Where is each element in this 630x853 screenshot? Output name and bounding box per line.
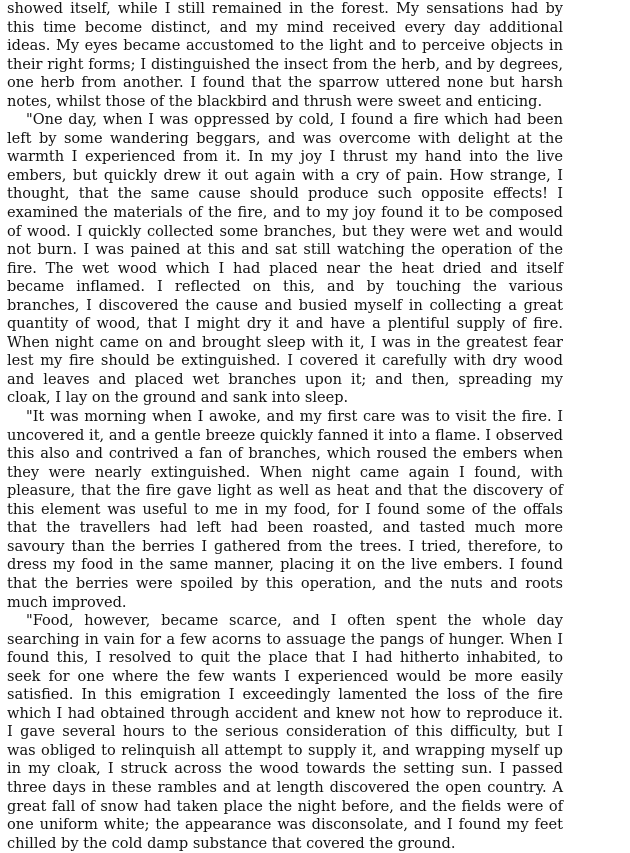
paragraph-2-fire-discovery: "One day, when I was oppressed by cold, I found a fire which had been left by some wandering beggars, and was overcome with delight at the warmth I experienced from it. In my joy I thrust my hand into the live embers, but quickly drew it out again with a cry of pain. How strange, I thought, that the same cause should produce such opposite effects! I examined the materials of the fire, and to my joy found it to be composed of wood. I quickly collected some branches, but they were wet and would not burn. I was pained at this and sat still watching the operation of the fire. The wet wood which I had placed near the heat dried and itself became inflamed. I reflected on this, and by touching the various branches, I discovered the cause and busied myself in collecting a great quantity of wood, that I might dry it and have a plentiful supply of fire. When night came on and brought sleep with it, I was in the greatest fear lest my fire should be extinguished. I covered it carefully with dry wood and leaves and placed wet branches upon it; and then, spreading my cloak, I lay on the ground and sank into sleep. [7, 111, 563, 407]
paragraph-1-continuation: showed itself, while I still remained in the forest. My sensations had by this time become distinct, and my mind received every day additional ideas. My eyes became accustomed to the light and to perceive objects in their right forms; I distinguished the insect from the herb, and by degrees, one herb from another. I found that the sparrow uttered none but harsh notes, whilst those of the blackbird and thrush were sweet and enticing. [7, 0, 563, 110]
paragraph-3-morning: "It was morning when I awoke, and my first care was to visit the fire. I uncovered it, and a gentle breeze quickly fanned it into a flame. I observed this also and contrived a fan of branches, which roused the embers when they were nearly extinguished. When night came again I found, with pleasure, that the fire gave light as well as heat and that the discovery of this element was useful to me in my food, for I found some of the offals that the travellers had left had been roasted, and tasted much more savoury than the berries I gathered from the trees. I tried, therefore, to dress my food in the same manner, placing it on the live embers. I found that the berries were spoiled by this operation, and the nuts and roots much improved. [7, 408, 563, 611]
document-page [7, 0, 563, 853]
paragraph-4-food-scarce: "Food, however, became scarce, and I often spent the whole day searching in vain for a few acorns to assuage the pangs of hunger. When I found this, I resolved to quit the place that I had hitherto inhabited, to seek for one where the few wants I experienced would be more easily satisfied. In this emigration I exceedingly lamented the loss of the fire which I had obtained through accident and knew not how to reproduce it. I gave several hours to the serious consideration of this difficulty, but I was obliged to relinquish all attempt to supply it, and wrapping myself up in my cloak, I struck across the wood towards the setting sun. I passed three days in these rambles and at length discovered the open country. A great fall of snow had taken place the night before, and the fields were of one uniform white; the appearance was disconsolate, and I found my feet chilled by the cold damp substance that covered the ground. [7, 612, 563, 852]
